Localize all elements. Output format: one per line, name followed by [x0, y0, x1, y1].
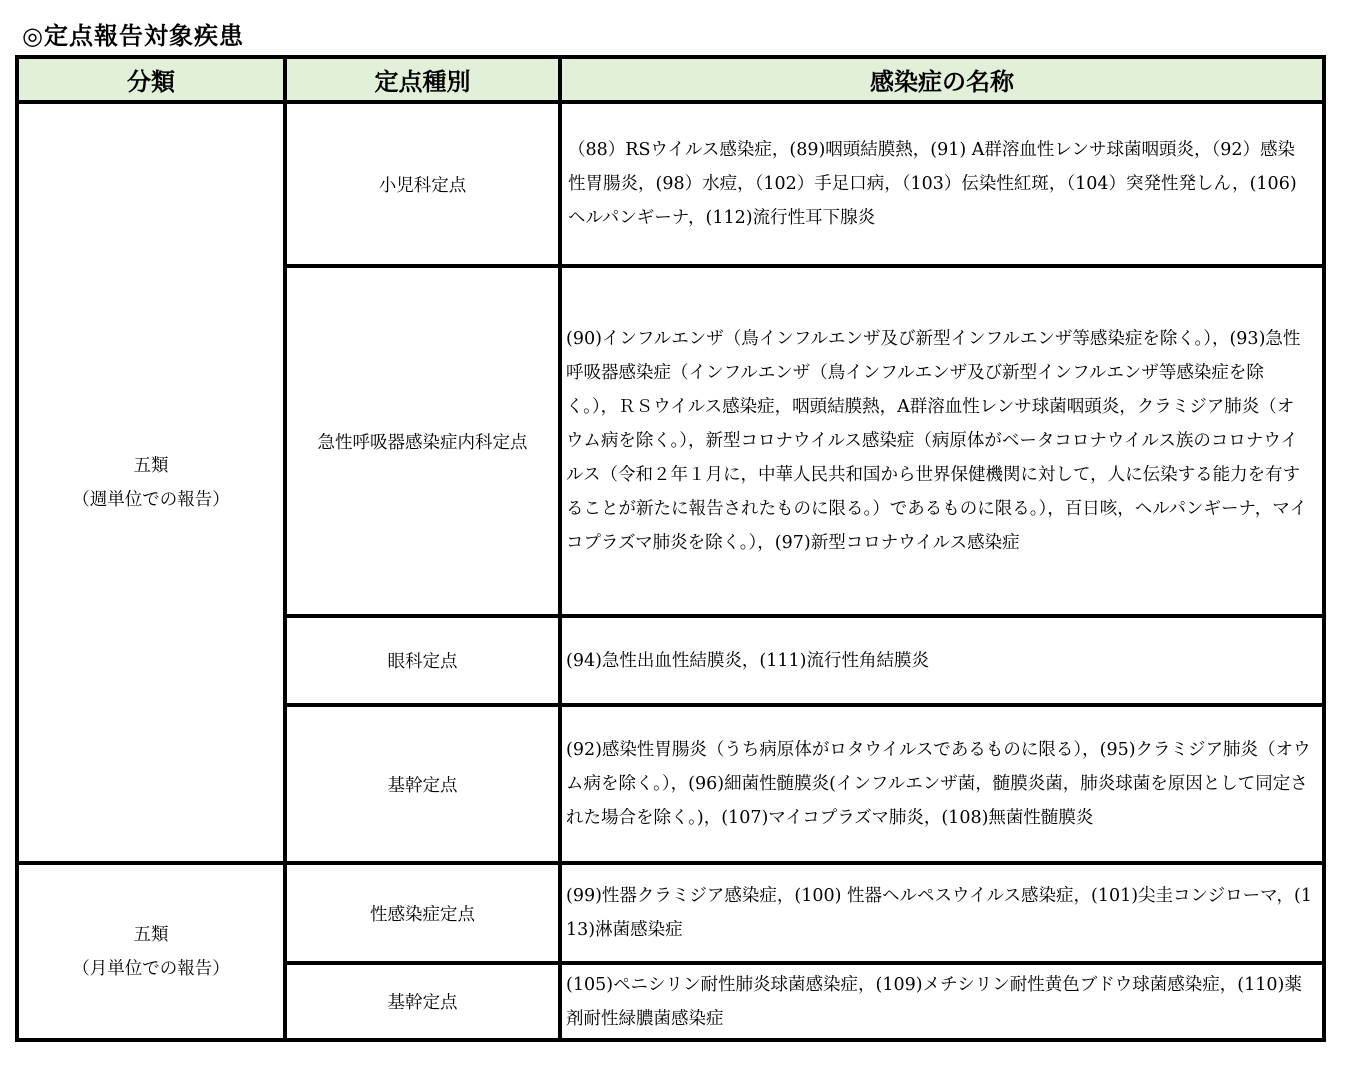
category-label: 五類: [133, 924, 169, 945]
header-category: 分類: [17, 57, 285, 102]
sentinel-type: 性感染症定点: [285, 863, 560, 963]
table-header-row: [17, 57, 1324, 102]
disease-list: (99)性器クラミジア感染症，(100) 性器ヘルペスウイルス感染症，(101)尖圭コンジローマ，(113)淋菌感染症: [560, 863, 1324, 963]
header-disease: 感染症の名称: [560, 57, 1324, 102]
disease-list: (105)ペニシリン耐性肺炎球菌感染症，(109)メチシリン耐性黄色ブドウ球菌感染症，(110)薬剤耐性緑膿菌感染症: [560, 963, 1324, 1040]
category-monthly: [17, 863, 285, 1040]
sentinel-type: 基幹定点: [285, 705, 560, 863]
sentinel-type: 眼科定点: [285, 616, 560, 705]
header-type: 定点種別: [285, 57, 560, 102]
page-title: ◎定点報告対象疾患: [22, 22, 244, 50]
sentinel-type: 小児科定点: [285, 102, 560, 266]
table-row: [17, 863, 1324, 963]
category-label: 五類: [133, 455, 169, 476]
table-row: [17, 102, 1324, 266]
disease-list: (94)急性出血性結膜炎，(111)流行性角結膜炎: [560, 616, 1324, 705]
sentinel-type: 基幹定点: [285, 963, 560, 1040]
category-sublabel: （月単位での報告）: [72, 958, 230, 979]
disease-list: (90)インフルエンザ（鳥インフルエンザ及び新型インフルエンザ等感染症を除く。），(93)急性呼吸器感染症（インフルエンザ（鳥インフルエンザ及び新型インフルエンザ等感染症を除く。），ＲＳウイルス感染症，咽頭結膜熱，A群溶血性レンサ球菌咽頭炎，クラミジア肺炎（オウム病を除く。），新型コロナウイルス感染症（病原体がベータコロナウイルス族のコロナウイルス（令和２年１月に，中華人民共和国から世界保健機関に対して，人に伝染する能力を有することが新たに報告されたものに限る。）であるものに限る。），百日咳，ヘルパンギーナ，マイコプラズマ肺炎を除く。），(97)新型コロナウイルス感染症: [560, 266, 1324, 616]
category-sublabel: （週単位での報告）: [72, 489, 230, 510]
disease-list: (92)感染性胃腸炎（うち病原体がロタウイルスであるものに限る），(95)クラミジア肺炎（オウム病を除く。），(96)細菌性髄膜炎(インフルエンザ菌，髄膜炎菌，肺炎球菌を原因として同定された場合を除く。)，(107)マイコプラズマ肺炎，(108)無菌性髄膜炎: [560, 705, 1324, 863]
sentinel-type: 急性呼吸器感染症内科定点: [285, 266, 560, 616]
category-weekly: [17, 102, 285, 863]
notifiable-disease-table: [15, 55, 1326, 1042]
disease-list: （88）RSウイルス感染症，(89)咽頭結膜熱，(91) A群溶血性レンサ球菌咽頭炎，（92）感染性胃腸炎，(98）水痘，（102）手足口病，（103）伝染性紅斑，（104）突発性発しん，(106)ヘルパンギーナ，(112)流行性耳下腺炎: [560, 102, 1324, 266]
